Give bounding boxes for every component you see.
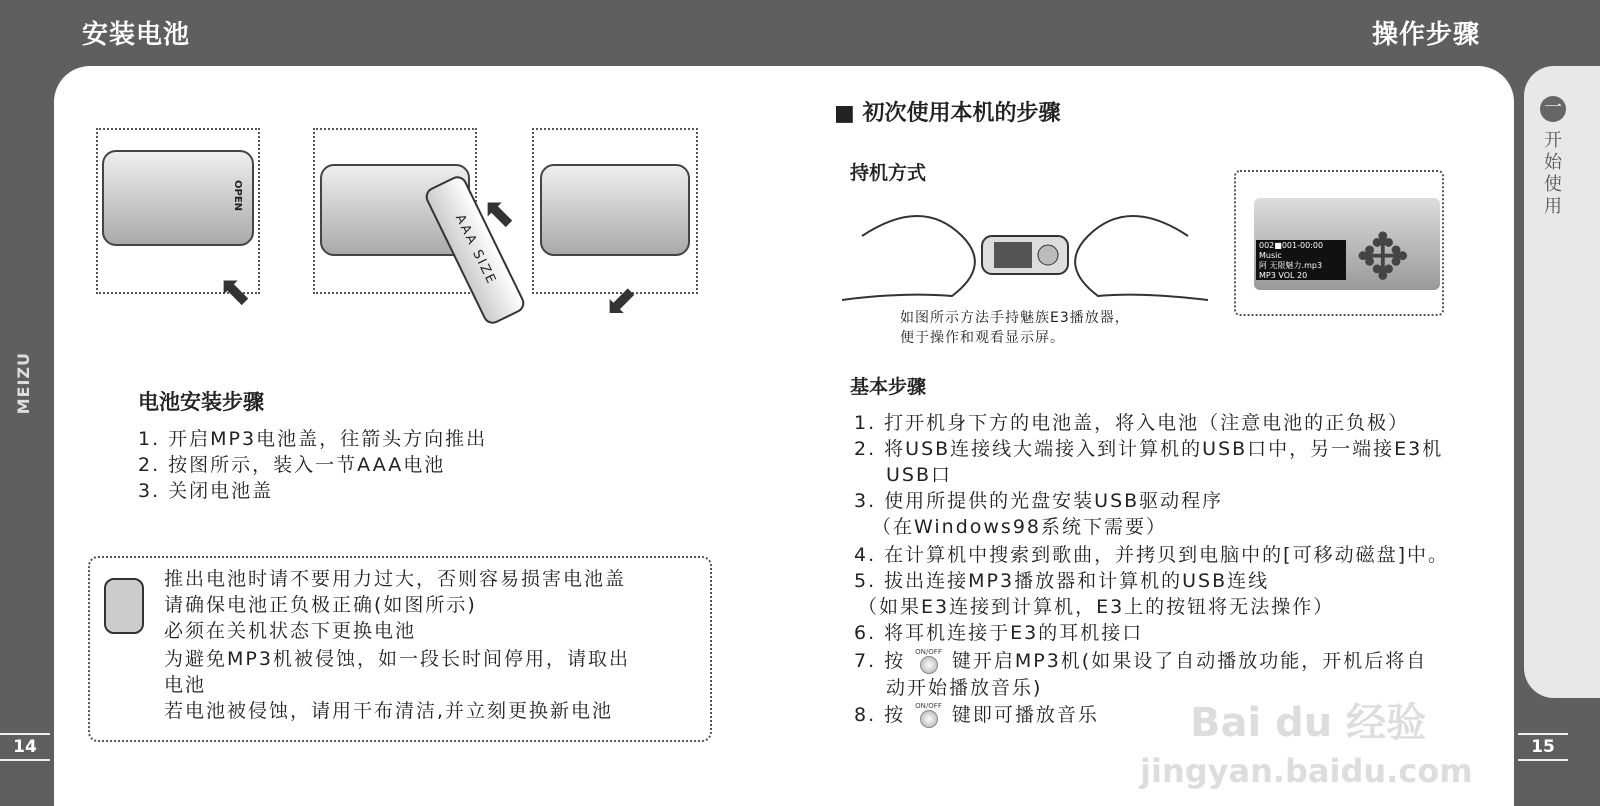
basic-step-7 — [854, 648, 1427, 675]
on-off-button — [915, 703, 942, 729]
basic-step: 4. 在计算机中搜索到歌曲，并拷贝到电脑中的[可移动磁盘]中。 — [854, 544, 1449, 566]
step-text: 键即可播放音乐 — [951, 704, 1099, 726]
screen-line: 阿 无限魅力.mp3 — [1259, 261, 1323, 270]
device-illustration — [540, 164, 690, 256]
watermark-brand: Bai du 经验 — [1190, 700, 1427, 746]
basic-step: 3. 使用所提供的光盘安装USB驱动程序 — [854, 490, 1224, 512]
basic-step-8 — [854, 702, 1099, 729]
page-number-right: 15 — [1518, 733, 1568, 761]
arrow-icon: ⬉ — [482, 190, 516, 236]
page-number-left: 14 — [0, 733, 50, 761]
watermark-url: jingyan.baidu.com — [1140, 752, 1473, 790]
basic-step: USB口 — [886, 464, 953, 486]
battery-steps-title: 电池安装步骤 — [138, 390, 264, 414]
holding-title: 持机方式 — [850, 162, 927, 184]
step-prefix: 8. 按 — [854, 704, 906, 726]
arrow-icon: ⬉ — [218, 268, 252, 314]
holding-caption: 如图所示方法手持魅族E3播放器， — [900, 310, 1130, 326]
on-off-button-icon — [920, 656, 938, 674]
battery-step: 3. 关闭电池盖 — [138, 480, 274, 502]
arrow-icon: ⬋ — [604, 278, 638, 324]
mascot-icon — [104, 578, 144, 634]
note: 必须在关机状态下更换电池 — [164, 620, 417, 642]
left-header-title: 安装电池 — [82, 20, 191, 50]
basic-step: 6. 将耳机连接于E3的耳机接口 — [854, 622, 1144, 644]
chapter-label: 开始使用 — [1544, 130, 1562, 217]
right-header-title: 操作步骤 — [1372, 20, 1481, 50]
basic-step: 动开始播放音乐) — [886, 677, 1043, 699]
basic-step: （在Windows98系统下需要） — [872, 516, 1167, 538]
screen-line: MP3 VOL 20 — [1259, 271, 1308, 280]
battery-step: 1. 开启MP3电池盖，往箭头方向推出 — [138, 428, 488, 450]
note: 为避免MP3机被侵蚀，如一段长时间停用，请取出 — [164, 648, 630, 670]
chapter-number: 一 — [1540, 96, 1566, 122]
button-label: ON/OFF — [915, 701, 942, 710]
basic-step: 2. 将USB连接线大端接入到计算机的USB口中，另一端接E3机 — [854, 438, 1444, 460]
step-text: 键开启MP3机(如果设了自动播放功能，开机后将自 — [951, 650, 1428, 672]
button-label: ON/OFF — [915, 647, 942, 656]
basic-step: 1. 打开机身下方的电池盖，将入电池（注意电池的正负极） — [854, 412, 1410, 434]
holding-caption: 便于操作和观看显示屏。 — [900, 330, 1065, 346]
basic-steps-title: 基本步骤 — [850, 376, 927, 398]
note: 若电池被侵蚀，请用干布清洁,并立刻更换新电池 — [164, 700, 614, 722]
basic-step: 5. 拔出连接MP3播放器和计算机的USB连线 — [854, 570, 1270, 592]
device-display — [1256, 240, 1346, 280]
note: 请确保电池正负极正确(如图所示) — [164, 594, 477, 616]
on-off-button — [915, 649, 942, 675]
note: 电池 — [164, 674, 207, 696]
battery-step: 2. 按图所示，装入一节AAA电池 — [138, 454, 446, 476]
screen-line: 002■001-00:00 — [1259, 241, 1324, 250]
open-label: OPEN — [232, 179, 244, 212]
note: 推出电池时请不要用力过大，否则容易损害电池盖 — [164, 568, 627, 590]
meizu-logo: MEIZU — [14, 352, 33, 415]
on-off-button-icon — [920, 710, 938, 728]
navigation-arrows-icon: ✥ — [1356, 221, 1410, 295]
screen-line: Music — [1259, 251, 1282, 260]
hands-illustration — [842, 196, 1208, 306]
basic-step: （如果E3连接到计算机，E3上的按钮将无法操作） — [858, 596, 1335, 618]
first-use-title: ■ 初次使用本机的步骤 — [834, 101, 1061, 126]
battery-label: AAA SIZE — [451, 212, 500, 288]
step-prefix: 7. 按 — [854, 650, 906, 672]
